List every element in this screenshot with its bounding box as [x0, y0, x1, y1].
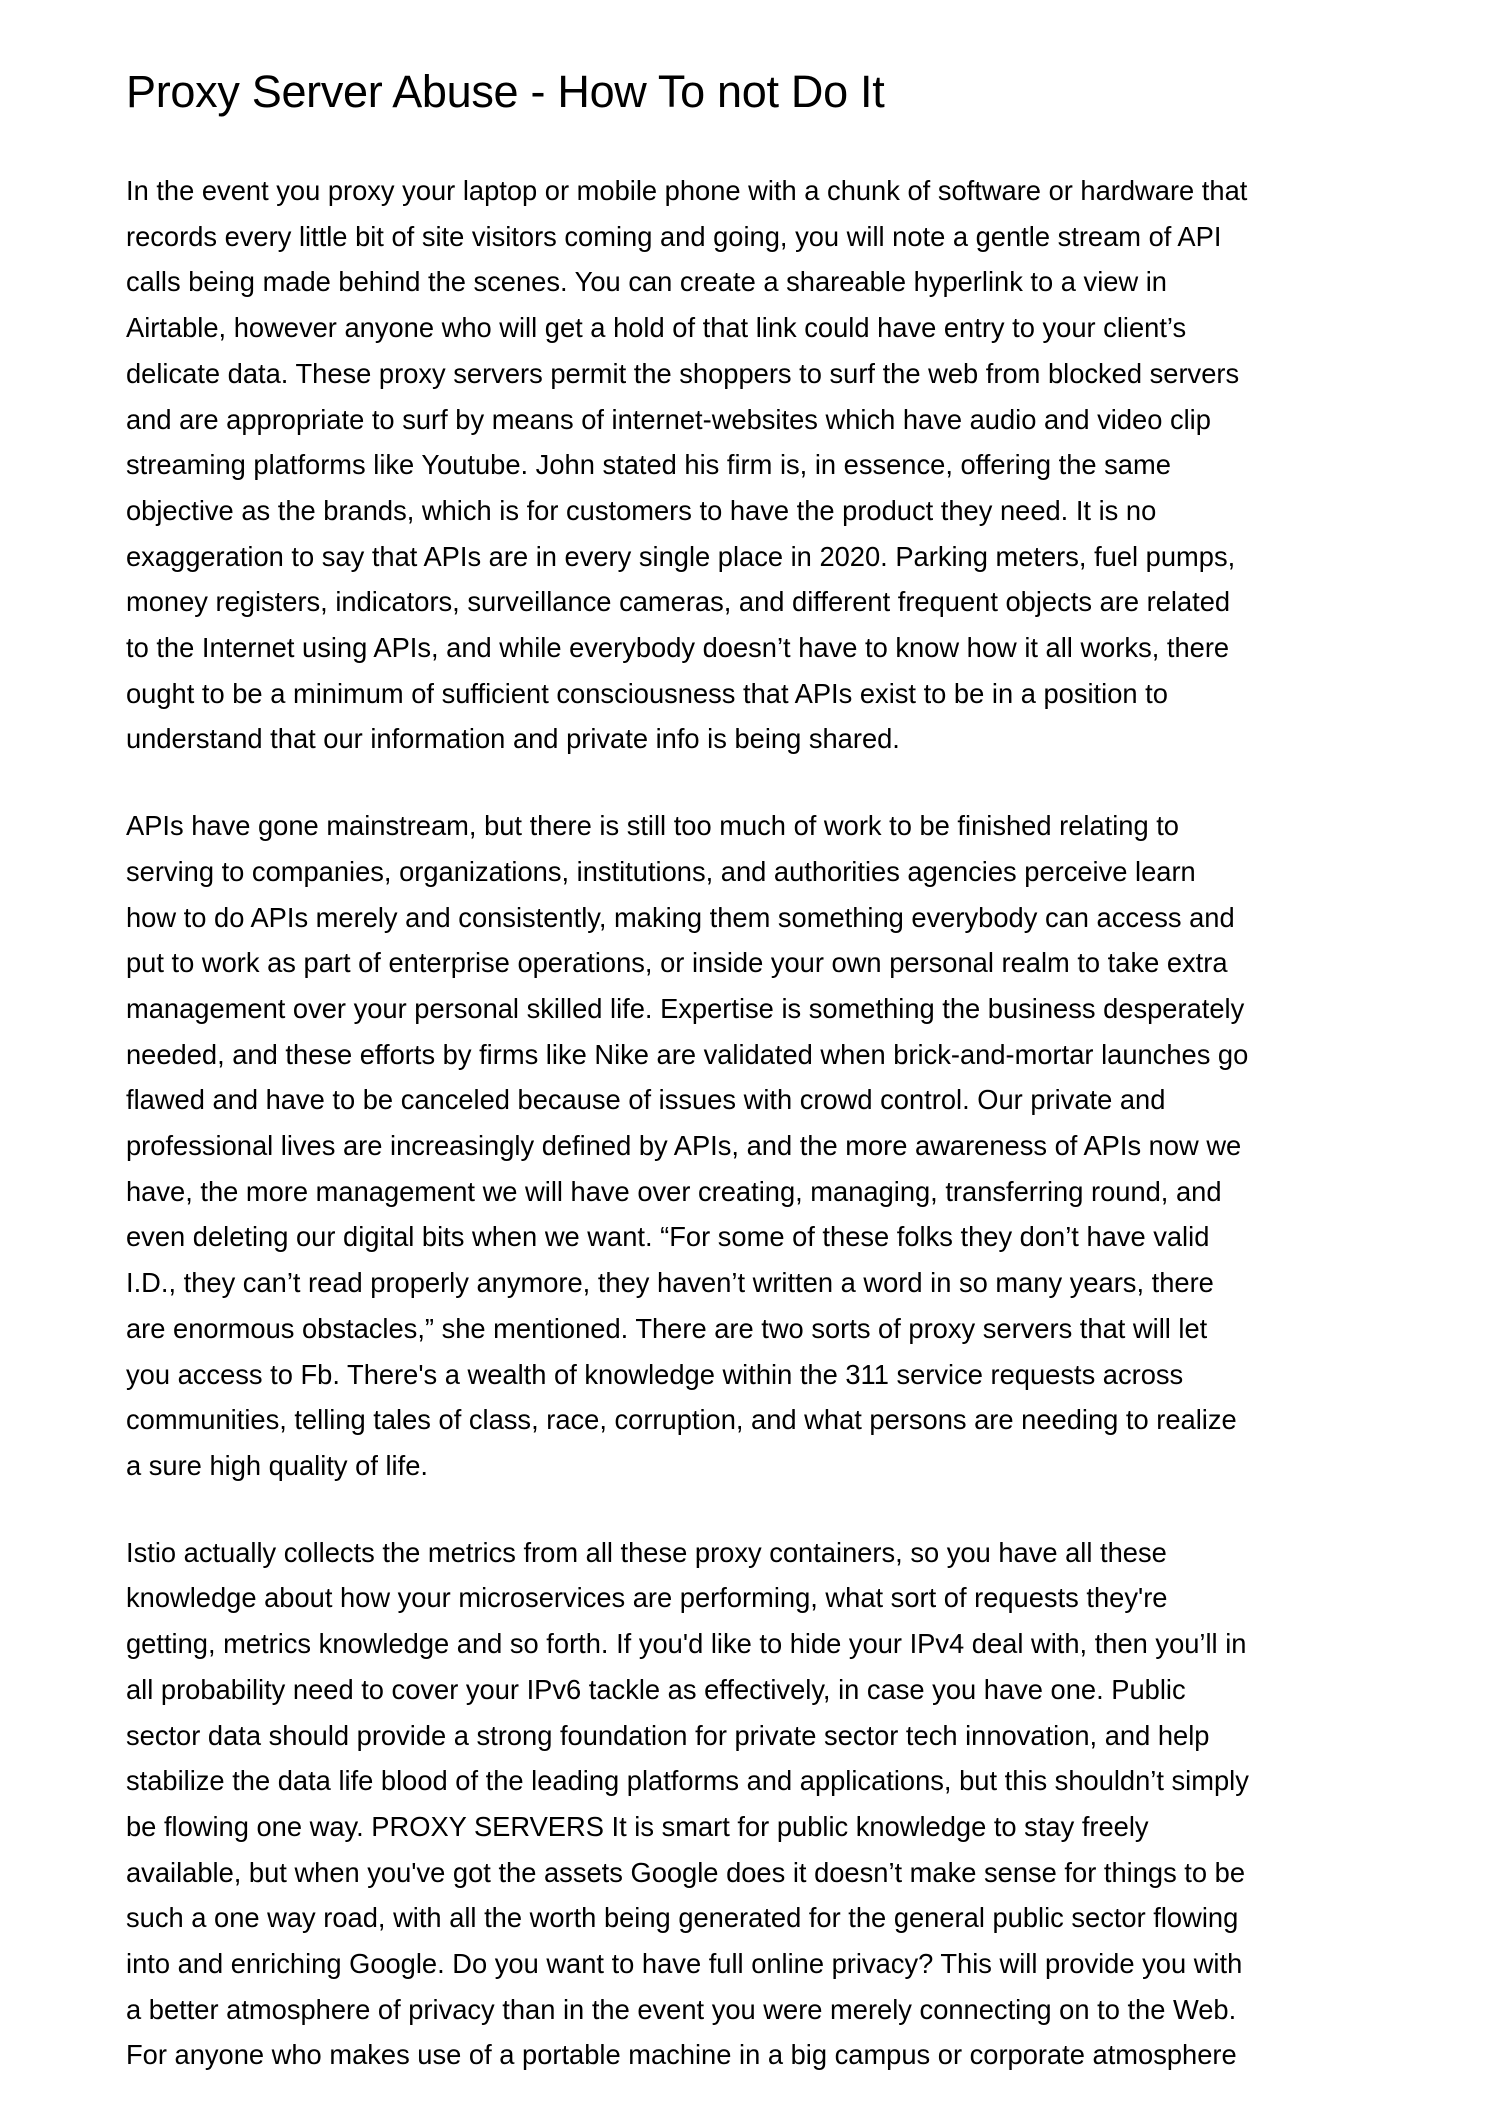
text-line: how to do APIs merely and consistently, making them something everybody can access and: [126, 901, 1235, 933]
text-line: all probability need to cover your IPv6 tackle as effectively, in case you have one. Public: [126, 1673, 1186, 1705]
text-line: understand that our information and private info is being shared.: [126, 723, 900, 755]
text-line: streaming platforms like Youtube. John stated his firm is, in essence, offering the same: [126, 449, 1171, 481]
text-line: a better atmosphere of privacy than in the event you were merely connecting on to the Web.: [126, 1993, 1237, 2025]
text-line: money registers, indicators, surveillance cameras, and different frequent objects are related: [126, 586, 1231, 618]
article-body: [126, 168, 1426, 2119]
text-line: have, the more management we will have over creating, managing, transferring round, and: [126, 1175, 1222, 1207]
text-line: and are appropriate to surf by means of internet-websites which have audio and video clip: [126, 403, 1211, 435]
text-line: sector data should provide a strong foundation for private sector tech innovation, and help: [126, 1719, 1210, 1751]
text-line: such a one way road, with all the worth being generated for the general public sector flowing: [126, 1902, 1239, 1934]
text-line: communities, telling tales of class, race, corruption, and what persons are needing to realize: [126, 1404, 1237, 1436]
text-line: delicate data. These proxy servers permit the shoppers to surf the web from blocked servers: [126, 357, 1240, 389]
text-line: you access to Fb. There's a wealth of knowledge within the 311 service requests across: [126, 1358, 1184, 1390]
text-line: are enormous obstacles,” she mentioned. There are two sorts of proxy servers that will let: [126, 1312, 1208, 1344]
text-line: needed, and these efforts by firms like Nike are validated when brick-and-mortar launches go: [126, 1038, 1249, 1070]
text-line: flawed and have to be canceled because of issues with crowd control. Our private and: [126, 1084, 1166, 1116]
text-line: serving to companies, organizations, institutions, and authorities agencies perceive learn: [126, 855, 1196, 887]
text-line: I.D., they can’t read properly anymore, they haven’t written a word in so many years, there: [126, 1267, 1214, 1299]
text-line: calls being made behind the scenes. You can create a shareable hyperlink to a view in: [126, 266, 1167, 298]
text-line: into and enriching Google. Do you want to have full online privacy? This will provide you with: [126, 1948, 1243, 1980]
paragraph: [126, 803, 1426, 1489]
text-line: objective as the brands, which is for customers to have the product they need. It is no: [126, 494, 1157, 526]
text-line: available, but when you've got the assets Google does it doesn’t make sense for things to be: [126, 1856, 1246, 1888]
text-line: to the Internet using APIs, and while everybody doesn’t have to know how it all works, there: [126, 632, 1230, 664]
text-line: stabilize the data life blood of the leading platforms and applications, but this shouldn’t simply: [126, 1765, 1249, 1797]
text-line: put to work as part of enterprise operations, or inside your own personal realm to take extra: [126, 947, 1228, 979]
text-line: be flowing one way. PROXY SERVERS It is smart for public knowledge to stay freely: [126, 1810, 1149, 1842]
text-line: professional lives are increasingly defined by APIs, and the more awareness of APIs now we: [126, 1130, 1242, 1162]
text-line: a sure high quality of life.: [126, 1449, 428, 1481]
text-line: management over your personal skilled life. Expertise is something the business desperately: [126, 992, 1245, 1024]
text-line: getting, metrics knowledge and so forth. If you'd like to hide your IPv4 deal with, then you’ll in: [126, 1628, 1247, 1660]
text-line: In the event you proxy your laptop or mobile phone with a chunk of software or hardware that: [126, 175, 1248, 206]
text-line: knowledge about how your microservices are performing, what sort of requests they're: [126, 1582, 1168, 1614]
page-title: Proxy Server Abuse - How To not Do It: [126, 66, 885, 117]
text-line: even deleting our digital bits when we want. “For some of these folks they don’t have valid: [126, 1221, 1210, 1253]
text-line: ought to be a minimum of sufficient consciousness that APIs exist to be in a position to: [126, 677, 1168, 709]
text-line: Airtable, however anyone who will get a hold of that link could have entry to your client’s: [126, 312, 1187, 344]
text-line: exaggeration to say that APIs are in every single place in 2020. Parking meters, fuel pumps,: [126, 540, 1236, 572]
paragraph: [126, 1530, 1426, 2078]
text-line: For anyone who makes use of a portable machine in a big campus or corporate atmosphere: [126, 2039, 1237, 2071]
text-line: Istio actually collects the metrics from all these proxy containers, so you have all these: [126, 1536, 1167, 1568]
paragraph: [126, 168, 1426, 762]
text-line: APIs have gone mainstream, but there is still too much of work to be finished relating to: [126, 810, 1179, 842]
text-line: records every little bit of site visitors coming and going, you will note a gentle stream of API: [126, 220, 1222, 252]
